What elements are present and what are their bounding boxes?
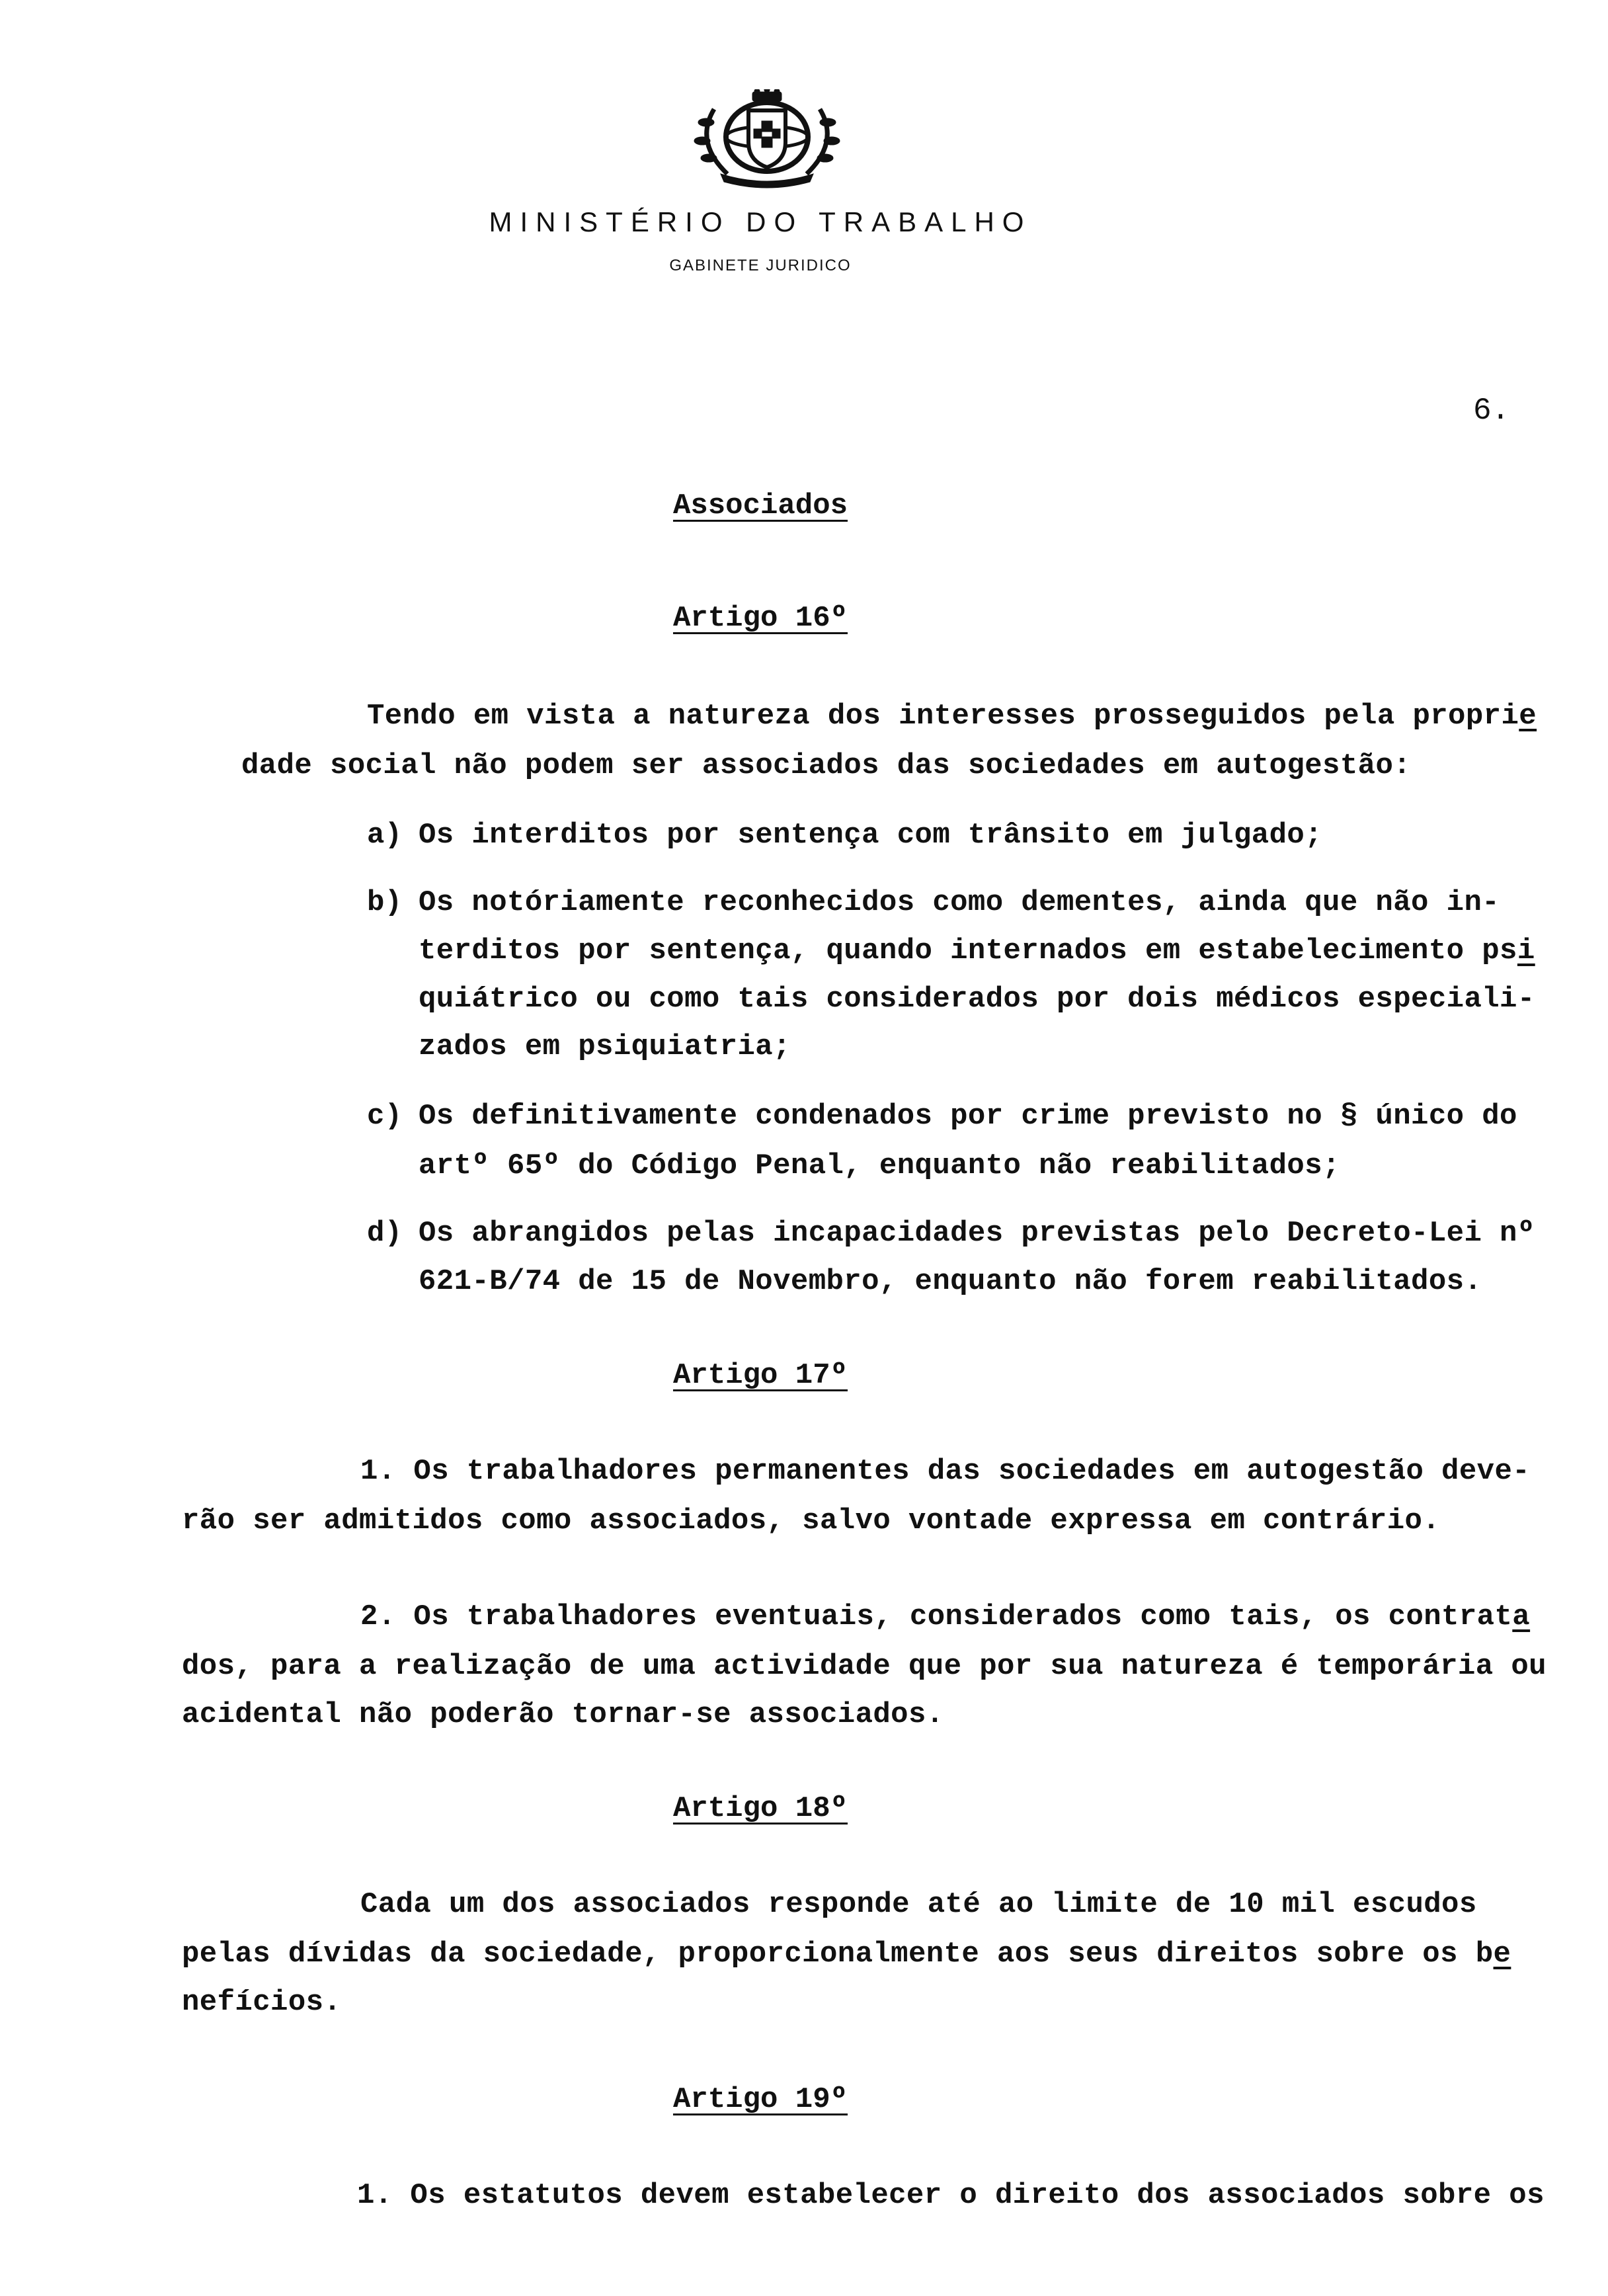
item-d-marker: d) <box>367 1217 403 1250</box>
ministry-title: MINISTÉRIO DO TRABALHO <box>489 206 1032 237</box>
item-b-line-4: zados em psiquiatria; <box>419 1030 791 1063</box>
article-17-title: Artigo 17º <box>672 1359 848 1392</box>
item-d-line-1: Os abrangidos pelas incapacidades previstas pelo Decreto-Lei nº <box>419 1217 1535 1250</box>
department-subtitle: GABINETE JURIDICO <box>669 257 852 274</box>
item-c-marker: c) <box>367 1100 403 1133</box>
article-17-p2-line-1: 2. Os trabalhadores eventuais, considerados como tais, os contrata <box>360 1600 1531 1633</box>
item-c-line-1: Os definitivamente condenados por crime previsto no § único do <box>419 1100 1517 1133</box>
item-b-line-1: Os notóriamente reconhecidos como dementes, ainda que não in- <box>419 886 1500 919</box>
article-17-p2-line-3: acidental não poderão tornar-se associados. <box>182 1698 944 1731</box>
article-18-title: Artigo 18º <box>672 1792 848 1825</box>
item-a-marker: a) <box>367 819 403 852</box>
item-c-line-2: artº 65º do Código Penal, enquanto não reabilitados; <box>419 1149 1340 1182</box>
item-a-line-1: Os interditos por sentença com trânsito em julgado; <box>419 819 1323 852</box>
portuguese-coat-of-arms-icon <box>688 89 846 188</box>
article-19-line-1: 1. Os estatutos devem estabelecer o direito dos associados sobre os <box>357 2179 1545 2212</box>
article-17-p1-line-2: rão ser admitidos como associados, salvo vontade expressa em contrário. <box>182 1504 1441 1538</box>
article-16-title: Artigo 16º <box>672 602 848 635</box>
item-b-line-3: quiátrico ou como tais considerados por dois médicos especiali- <box>419 983 1535 1016</box>
article-18-line-1: Cada um dos associados responde até ao limite de 10 mil escudos <box>360 1888 1477 1921</box>
section-title: Associados <box>672 489 848 522</box>
page-number: 6. <box>1473 393 1510 428</box>
article-18-line-2: pelas dívidas da sociedade, proporcionalmente aos seus direitos sobre os be <box>182 1938 1511 1971</box>
article-18-line-3: nefícios. <box>182 1986 342 2019</box>
article-19-title: Artigo 19º <box>672 2083 848 2116</box>
article-17-p2-line-2: dos, para a realização de uma actividade que por sua natureza é temporária ou <box>182 1650 1547 1683</box>
article-17-p1-line-1: 1. Os trabalhadores permanentes das sociedades em autogestão deve- <box>360 1455 1531 1488</box>
article-16-intro-line-2: dade social não podem ser associados das sociedades em autogestão: <box>241 749 1412 782</box>
article-16-intro-line-1: Tendo em vista a natureza dos interesses prosseguidos pela proprie <box>367 700 1537 733</box>
item-d-line-2: 621-B/74 de 15 de Novembro, enquanto não forem reabilitados. <box>419 1265 1482 1298</box>
item-b-marker: b) <box>367 886 403 919</box>
item-b-line-2: terditos por sentença, quando internados em estabelecimento psi <box>419 934 1535 967</box>
